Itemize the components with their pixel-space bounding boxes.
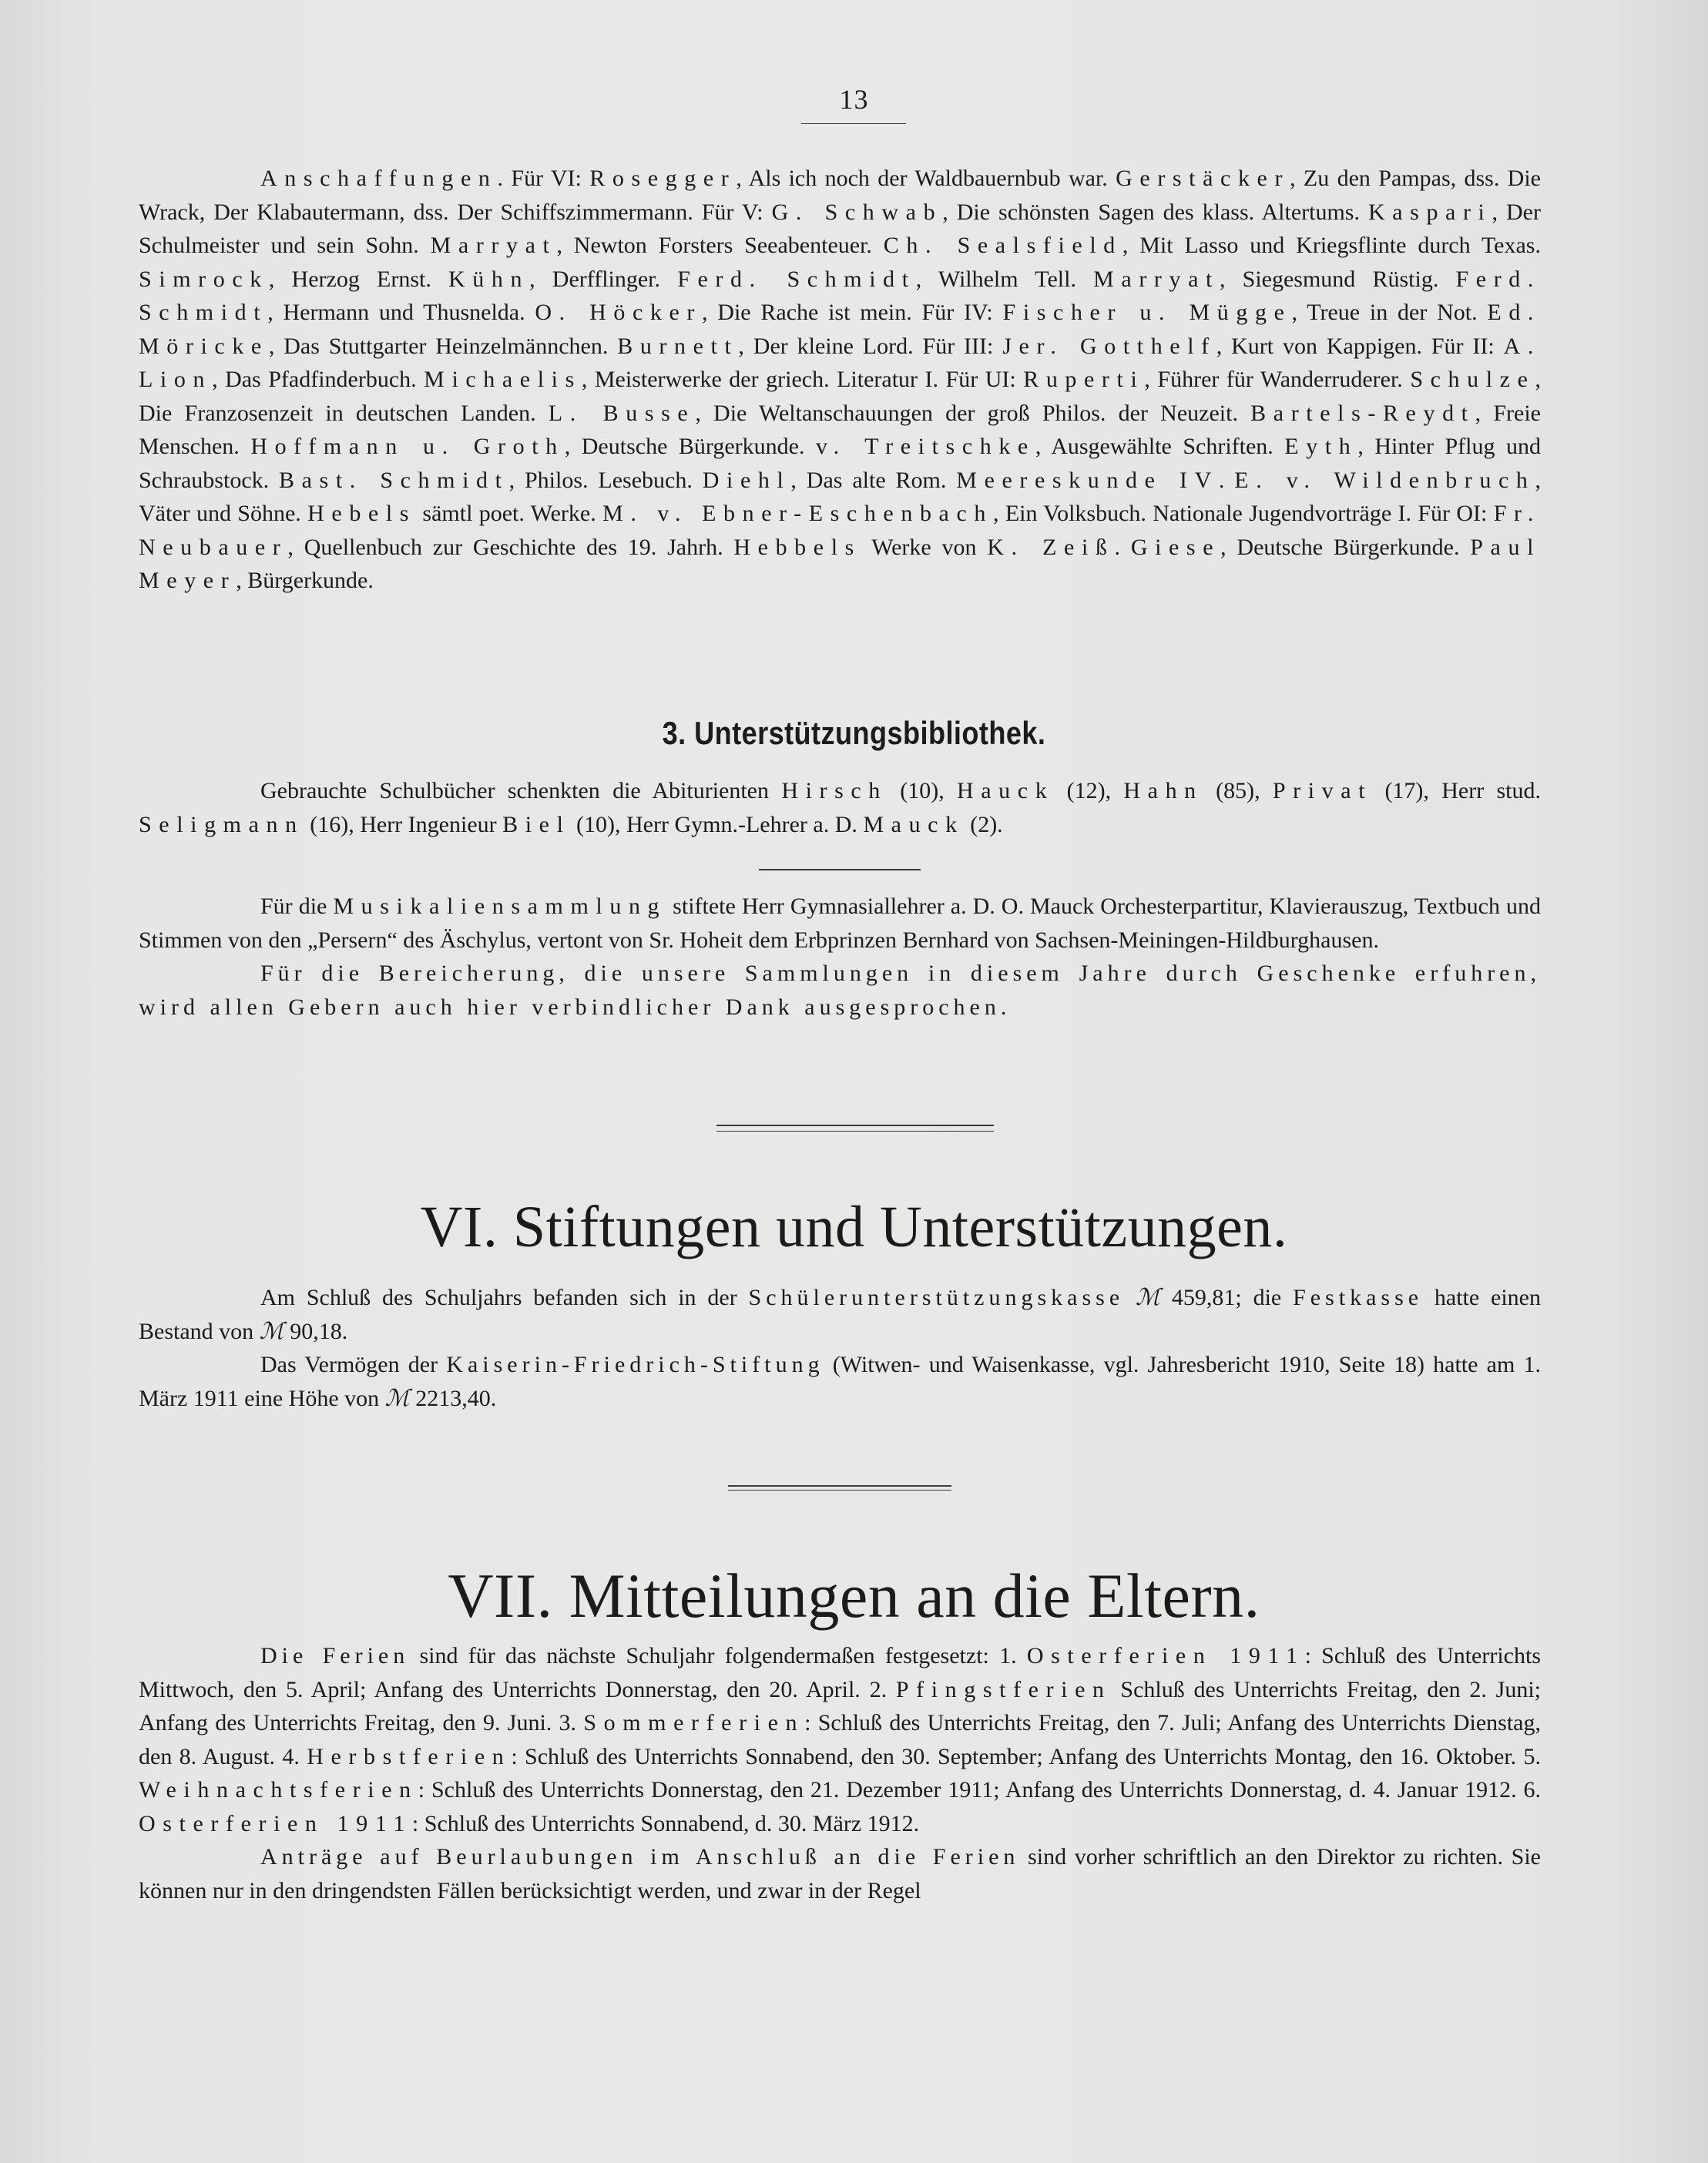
music-section — [139, 890, 1541, 1024]
chapter-vi-heading: VI. Stiftungen und Unterstützungen. — [420, 1195, 1288, 1259]
acquisitions-paragraph: Anschaffungen. Für VI: Rosegger, Als ich noch der Waldbauernbub war. Gerstäcker, Zu den Pampas, dss. Die Wrack, Der Klabautermann, dss. Der Schiffszimmermann. Für V: G. Schwab, Die schönsten Sagen des klass. Altertums. Kaspari, Der Schulmeister und sein Sohn. Marryat, Newton Forsters Seeabenteuer. Ch. Sealsfield, Mit Lasso und Kriegsflinte durch Texas. Simrock, Herzog Ernst. Kühn, Derfflinger. Ferd. Schmidt, Wilhelm Tell. Marryat, Siegesmund Rüstig. Ferd. Schmidt, Hermann und Thusnelda. O. Höcker, Die Rache ist mein. Für IV: Fischer u. Mügge, Treue in der Not. Ed. Möricke, Das Stuttgarter Heinzelmännchen. Burnett, Der kleine Lord. Für III: Jer. Gotthelf, Kurt von Kappigen. Für II: A. Lion, Das Pfadfinderbuch. Michaelis, Meisterwerke der griech. Literatur I. Für UI: Ruperti, Führer für Wanderruderer. Schulze, Die Franzosenzeit in deutschen Landen. L. Busse, Die Weltanschauungen der groß Philos. der Neuzeit. Bartels-Reydt, Freie Menschen. Hoffmann u. Groth, Deutsche Bürgerkunde. v. Treitschke, Ausgewählte Schriften. Eyth, Hinter Pflug und Schraubstock. Bast. Schmidt, Philos. Lesebuch. Diehl, Das alte Rom. Meereskunde IV. E. v. Wildenbruch, Väter und Söhne. Hebels sämtl poet. Werke. M. v. Ebner-Eschenbach, Ein Volksbuch. Nationale Jugendvorträge I. Für OI: Fr. Neubauer, Quellenbuch zur Geschichte des 19. Jahrh. Hebbels Werke von K. Zeiß. Giese, Deutsche Bürgerkunde. Paul Meyer, Bürgerkunde. — [139, 166, 1542, 593]
leave-requests-paragraph: Anträge auf Beurlaubungen im Anschluß an die Ferien sind vorher schriftlich an den Direktor zu richten. Sie können nur in den dringendsten Fällen berücksichtigt werden, und zwar in der Regel — [139, 1844, 1541, 1903]
separator-rule-double — [716, 1125, 994, 1126]
support-library-paragraph: Gebrauchte Schulbücher schenkten die Abiturienten Hirsch (10), Hauck (12), Hahn (85), Privat (17), Herr stud. Seligmann (16), Herr Ingenieur Biel (10), Herr Gymn.-Lehrer a. D. Mauck (2). — [139, 778, 1542, 837]
foundations-section — [139, 1281, 1541, 1415]
foundations-paragraph-1: Am Schluß des Schuljahrs befanden sich in der Schülerunterstützungskasse ℳ 459,81; die Festkasse hatte einen Bestand von ℳ 90,18. — [139, 1285, 1541, 1344]
separator-rule-double-2 — [716, 1131, 994, 1132]
acquisitions-section — [139, 162, 1541, 598]
page-number: 13 — [839, 84, 869, 115]
support-library-section — [139, 774, 1541, 841]
separator-rule — [759, 869, 921, 870]
separator-rule-2b — [728, 1490, 951, 1491]
music-paragraph: Für die Musikaliensammlung stiftete Herr Gymnasiallehrer a. D. O. Mauck Orchesterpartitur, Klavierauszug, Textbuch und Stimmen von den „Persern“ des Äschylus, vertont von Sr. Hoheit dem Erbprinzen Bernhard von Sachsen-Meiningen-Hildburghausen. — [139, 894, 1541, 953]
support-library-heading: 3. Unterstützungsbibliothek. — [662, 715, 1046, 751]
holidays-paragraph: Die Ferien sind für das nächste Schuljahr folgendermaßen festgesetzt: 1. Osterferien 1911: Schluß des Unterrichts Mittwoch, den 5. April; Anfang des Unterrichts Donnerstag, den 20. April. 2. Pfingstferien Schluß des Unterrichts Freitag, den 2. Juni; Anfang des Unterrichts Freitag, den 9. Juni. 3. Sommerferien: Schluß des Unterrichts Freitag, den 7. Juli; Anfang des Unterrichts Dienstag, den 8. August. 4. Herbstferien: Schluß des Unterrichts Sonnabend, den 30. September; Anfang des Unterrichts Montag, den 16. Oktober. 5. Weihnachtsferien: Schluß des Unterrichts Donnerstag, den 21. Dezember 1911; Anfang des Unterrichts Donnerstag, d. 4. Januar 1912. 6. Osterferien 1911: Schluß des Unterrichts Sonnabend, d. 30. März 1912. — [139, 1643, 1541, 1836]
chapter-vii-heading: VII. Mitteilungen an die Eltern. — [448, 1561, 1260, 1631]
foundations-paragraph-2: Das Vermögen der Kaiserin-Friedrich-Stiftung (Witwen- und Waisenkasse, vgl. Jahresbericht 1910, Seite 18) hatte am 1. März 1911 eine Höhe von ℳ 2213,40. — [139, 1352, 1541, 1411]
page-number-rule — [801, 123, 906, 124]
separator-rule-2 — [728, 1485, 951, 1487]
parents-section — [139, 1639, 1541, 1907]
thanks-paragraph: Für die Bereicherung, die unsere Sammlungen in diesem Jahre durch Geschenke erfuhren, wird allen Gebern auch hier verbindlicher Dank ausgesprochen. — [139, 961, 1541, 1020]
